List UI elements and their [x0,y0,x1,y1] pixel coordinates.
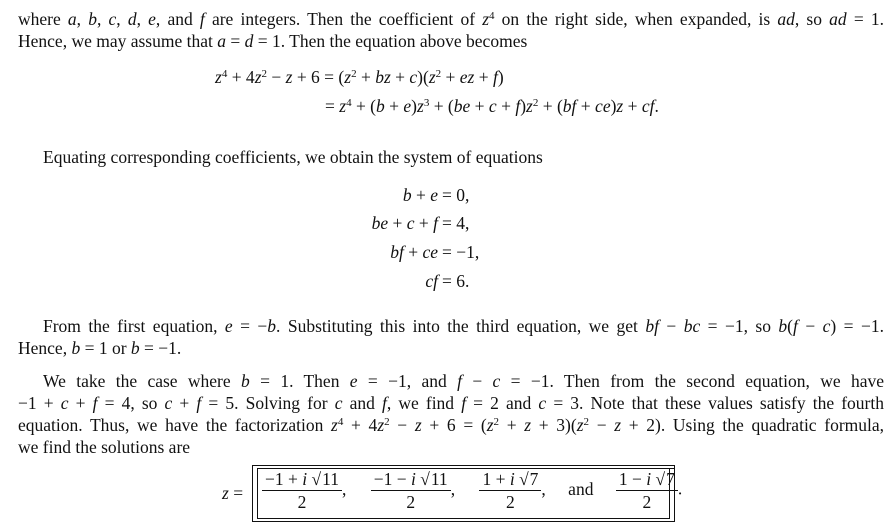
solutions-fractions: $\frac{-1 + i √11}{2}$ , $\frac{-1 - i √11}{2}$ , $\frac{1 + i √7}{2}$ , and $\frac{1 - i √7}{2}$ . [262,468,682,513]
paragraph-case [18,370,884,458]
paragraph-intro [18,8,884,52]
system-eq-4: cf = 6. [425,271,470,291]
intro-line-1: where a, b, c, d, e, and f are integers. Then the coefficient of $z^4$ on the right side, when expanded, is ad, so ad = 1. [18,9,884,29]
solution-3: $\frac{1 + i √7}{2}$ [479,468,541,513]
first-eq-line-2: Hence, b = 1 or b = −1. [18,338,182,358]
equating-text: Equating corresponding coefficients, we obtain the system of equations [43,147,543,167]
expansion-line-2: = $z^4 + (b + e)z^3 + (be + c + f)z^2 + (bf + ce)z$ + cf. [325,96,659,116]
case-line-1: We take the case where b = 1. Then e = −1, and f − c = −1. Then from the second equation, we have [43,371,884,391]
intro-line-2: Hence, we may assume that a = d = 1. Then the equation above becomes [18,31,528,51]
system-of-equations [371,185,510,299]
paragraph-first-eq [18,315,884,359]
solution-2: $\frac{-1 - i √11}{2}$ [371,468,451,513]
system-eq-1: b + e = 0, [402,185,470,205]
solutions-lhs: z = [222,483,244,503]
solution-4: $\frac{1 - i √7}{2}$ [616,468,678,513]
system-eq-3: bf + ce = −1, [390,242,480,262]
case-line-2: −1 + c + f = 4, so c + f = 5. Solving for c and f, we find f = 2 and c = 3. Note that these values satisfy the fourth [18,393,884,413]
expansion-line-1: $z^4 + 4z^2 - z + 6 = (z^2$ + bz + $c)(z^2$ + ez + f) [215,67,504,87]
solution-1: $\frac{-1 + i √11}{2}$ [262,468,342,513]
system-eq-2: be + c + f = 4, [371,213,470,233]
first-eq-line-1: From the first equation, e = −b. Substituting this into the third equation, we get bf − bc = −1, so b(f − c) = −1. [43,316,884,336]
solutions-and: and [568,478,594,499]
case-line-3: equation. Thus, we have the factorization $z^4 + 4z^2 - z + 6 = (z^2 + z + 3)(z^2 - z + 2)$. Using the quadratic formula, [18,415,885,435]
case-line-4: we find the solutions are [18,437,191,457]
